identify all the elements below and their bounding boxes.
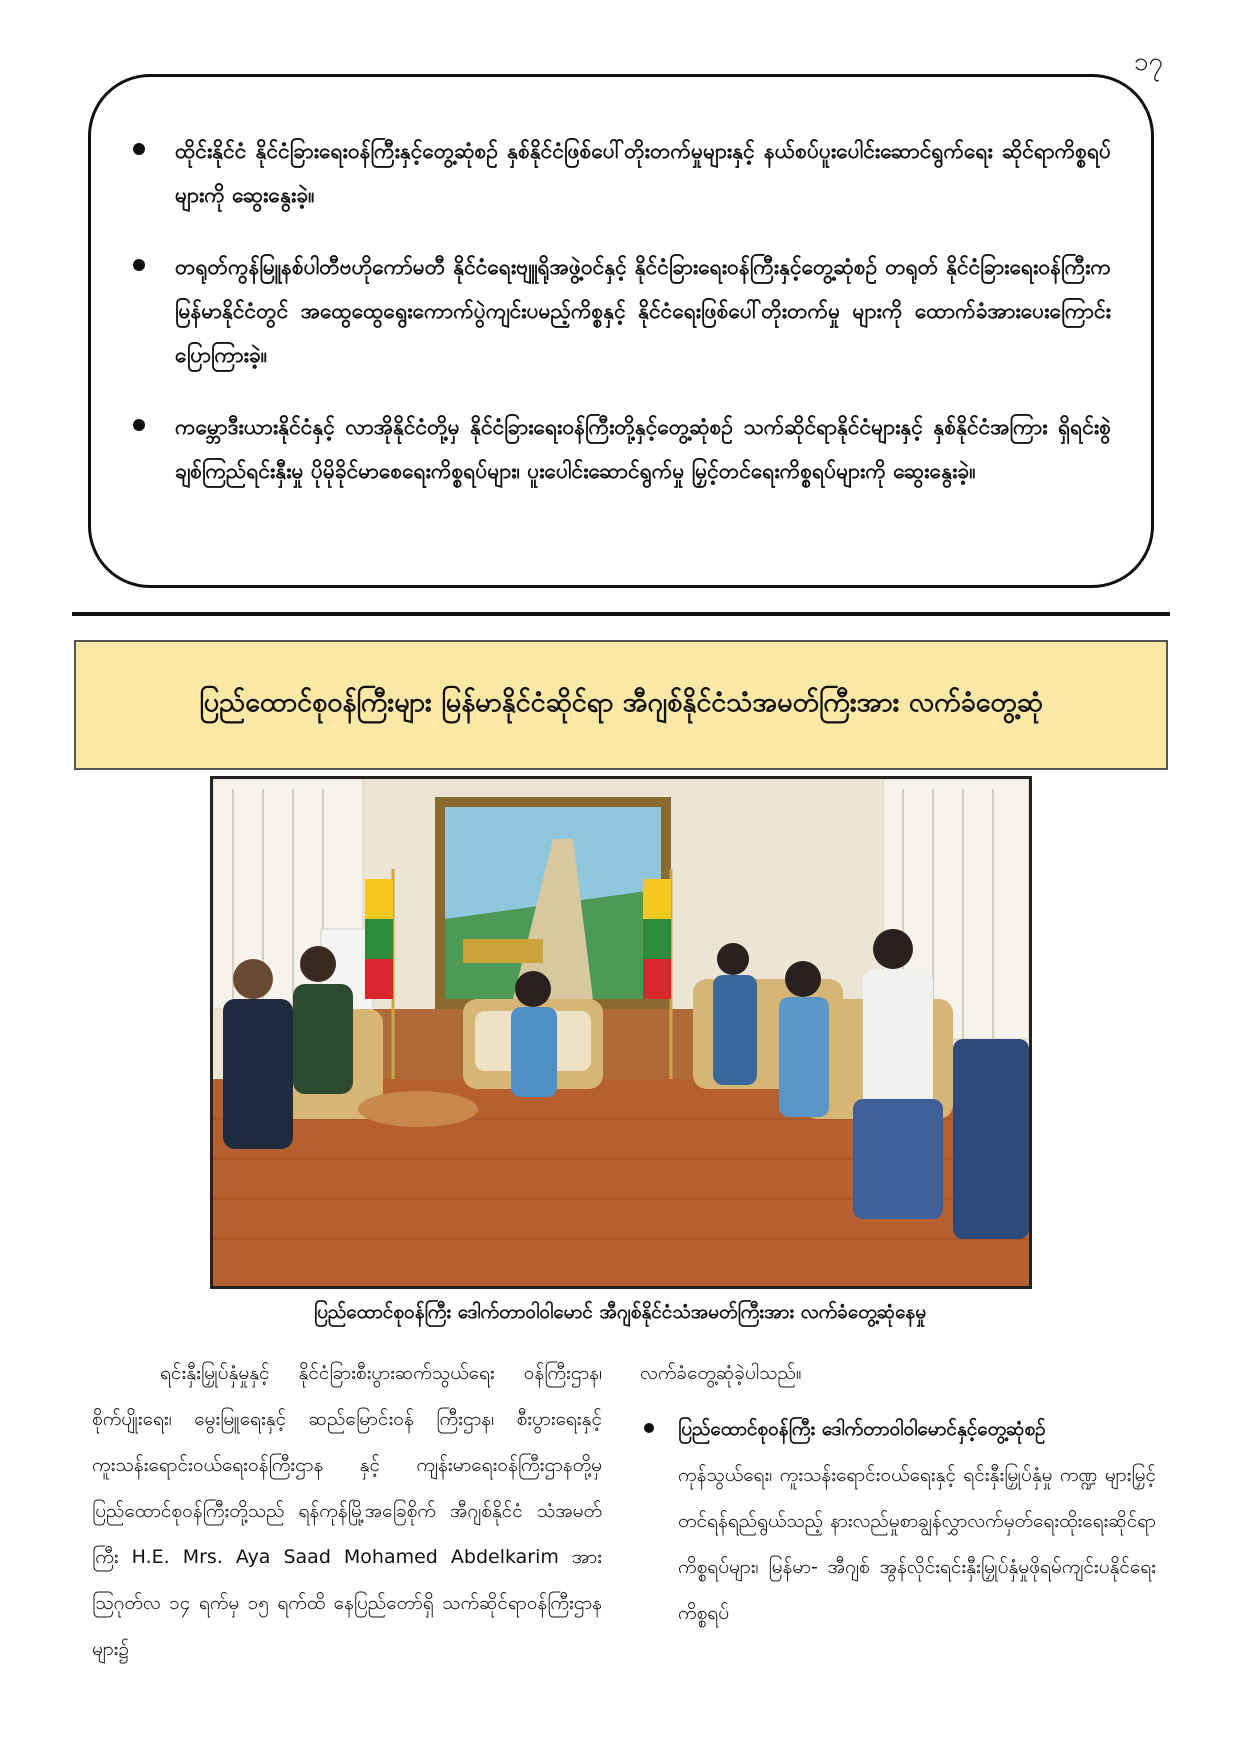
summary-list (131, 129, 1111, 493)
article-paragraph-continued: လက်ခံတွေ့ဆုံခဲ့ပါသည်။ (640, 1362, 802, 1384)
section-divider (72, 612, 1170, 616)
summary-item (131, 245, 1111, 377)
article-column-right (640, 1350, 1156, 1636)
sub-point-text: ကုန်သွယ်ရေး၊ ကူးသန်းရောင်းဝယ်ရေးနှင့် ရင်းနှီးမြှုပ်နှံမှု ကဏ္ဍ များမြှင့်တင်ရန်ရည်ရွယ်သည့် နားလည်မှုစာချွန်လွှာလက်မှတ်ရေးထိုးရေးဆိုင်ရာကိစ္စရပ်များ၊ မြန်မာ- အီဂျစ် အွန်လိုင်းရင်းနှီးမြှုပ်နှံမှုဖိုရမ်ကျင်းပနိုင်ရေးကိစ္စရပ် (678, 1464, 1156, 1624)
bullet-icon (133, 419, 145, 431)
meeting-photo (210, 776, 1032, 1289)
summary-item-text: ကမ္ဘောဒီးယားနိုင်ငံနှင့် လာအိုနိုင်ငံတို့မှ နိုင်ငံခြားရေးဝန်ကြီးတို့နှင့်တွေ့ဆုံစဉ် သက်ဆိုင်ရာနိုင်ငံများနှင့် နှစ်နိုင်ငံအကြား ရှိရင်းစွဲချစ်ကြည်ရင်းနှီးမှု ပိုမိုခိုင်မာစေရေးကိစ္စရပ်များ၊ ပူးပေါင်းဆောင်ရွက်မှု မြှင့်တင်ရေးကိစ္စရပ်များကို ဆွေးနွေးခဲ့။ (175, 415, 1111, 483)
bullet-icon (133, 143, 145, 155)
page-number: ၁၇ (1133, 47, 1163, 77)
meeting-photo-illustration (213, 779, 1029, 1286)
sub-point (640, 1406, 1156, 1636)
summary-item (131, 405, 1111, 493)
photo-caption: ပြည်ထောင်စုဝန်ကြီး ဒေါက်တာဝါဝါမောင် အီဂျစ်နိုင်ငံသံအမတ်ကြီးအား လက်ခံတွေ့ဆုံနေမှု (313, 1301, 927, 1323)
summary-item-text: တရုတ်ကွန်မြူနစ်ပါတီဗဟိုကော်မတီ နိုင်ငံရေးဗျူရိုအဖွဲ့ဝင်နှင့် နိုင်ငံခြားရေးဝန်ကြီးနှင့်တွေ့ဆုံစဉ် တရုတ် နိုင်ငံခြားရေးဝန်ကြီးက မြန်မာနိုင်ငံတွင် အထွေထွေရွေးကောက်ပွဲကျင်းပမည့်ကိစ္စနှင့် နိုင်ငံရေးဖြစ်ပေါ်တိုးတက်မှု များကို ထောက်ခံအားပေးကြောင်း ပြောကြားခဲ့။ (175, 255, 1111, 367)
sub-point-heading: ပြည်ထောင်စုဝန်ကြီး ဒေါက်တာဝါဝါမောင်နှင့်တွေ့ဆုံစဉ် (678, 1418, 1046, 1440)
summary-box (88, 74, 1154, 588)
summary-item-text: ထိုင်းနိုင်ငံ နိုင်ငံခြားရေးဝန်ကြီးနှင့်တွေ့ဆုံစဉ် နှစ်နိုင်ငံဖြစ်ပေါ်တိုးတက်မှုများနှင့် နယ်စပ်ပူးပေါင်းဆောင်ရွက်ရေး ဆိုင်ရာကိစ္စရပ်များကို ဆွေးနွေးခဲ့။ (175, 139, 1111, 207)
article-column-left (92, 1350, 602, 1672)
headline-banner (74, 640, 1168, 770)
article-paragraph: ရင်းနှီးမြှုပ်နှံမှုနှင့် နိုင်ငံခြားစီးပွားဆက်သွယ်ရေး ဝန်ကြီးဌာန၊ စိုက်ပျိုးရေး၊ မွေးမြူရေးနှင့် ဆည်မြောင်းဝန် ကြီးဌာန၊ စီးပွားရေးနှင့်ကူးသန်းရောင်းဝယ်ရေးဝန်ကြီးဌာန နှင့် ကျန်းမာရေးဝန်ကြီးဌာနတို့မှ ပြည်ထောင်စုဝန်ကြီးတို့သည် ရန်ကုန်မြို့အခြေစိုက် အီဂျစ်နိုင်ငံ သံအမတ်ကြီး H.E. Mrs. Aya Saad Mohamed Abdelkarim အား ဩဂုတ်လ ၁၄ ရက်မှ ၁၅ ရက်ထိ နေပြည်တော်ရှိ သက်ဆိုင်ရာဝန်ကြီးဌာနများ၌ (92, 1362, 602, 1660)
summary-item (131, 129, 1111, 217)
bullet-icon (644, 1423, 654, 1433)
bullet-icon (133, 259, 145, 271)
headline: ပြည်ထောင်စုဝန်ကြီးများ မြန်မာနိုင်ငံဆိုင်ရာ အီဂျစ်နိုင်ငံသံအမတ်ကြီးအား လက်ခံတွေ့ဆုံ (199, 687, 1043, 718)
